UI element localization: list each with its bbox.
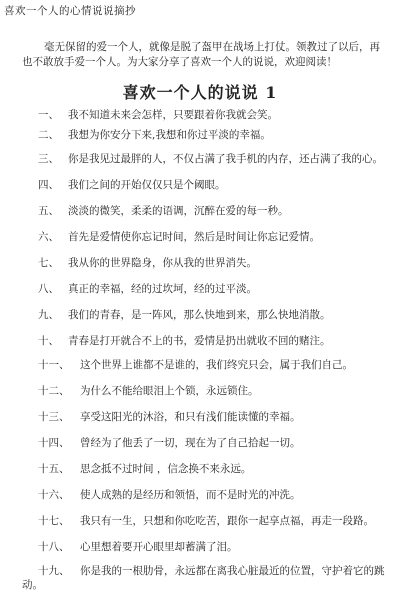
item-number: 十八、 <box>38 541 70 553</box>
item-number: 十三、 <box>38 411 70 423</box>
item-text: 真正的幸福，经的过坎坷，经的过平淡。 <box>68 283 257 295</box>
item-number: 十九、 <box>38 565 70 577</box>
item-number: 五、 <box>38 205 59 217</box>
item-text: 曾经为了他丢了一切，现在为了自己拾起一切。 <box>80 437 301 449</box>
item-text-continuation: 动。 <box>22 579 43 591</box>
item-number: 十五、 <box>38 463 70 475</box>
item-number: 七、 <box>38 257 59 269</box>
item-number: 十、 <box>38 335 59 347</box>
intro-paragraph: 毫无保留的爱一个人，就像是脱了盔甲在战场上打仗。领教过了以后，再也不敢放手爱一个人。为大家分享了喜欢一个人的说说，欢迎阅读！ <box>22 41 380 68</box>
document-title: 喜欢一个人的心情说说摘抄 <box>4 5 136 17</box>
item-text: 你是我的一根肋骨，永远都在离我心脏最近的位置，守护着它的跳 <box>80 565 385 577</box>
item-text: 这个世界上谁都不是谁的，我们终究只会，属于我们自己。 <box>80 359 353 371</box>
item-text: 你是我见过最胖的人，不仅占满了我手机的内存，还占满了我的心。 <box>68 153 383 165</box>
item-number: 八、 <box>38 283 59 295</box>
item-number: 十七、 <box>38 515 70 527</box>
item-text: 为什么不能给眼泪上个锁，永远锁住。 <box>80 385 259 397</box>
item-number: 一、 <box>38 109 59 121</box>
item-number: 二、 <box>38 129 59 141</box>
item-number: 十六、 <box>38 489 70 501</box>
item-text: 我们的青春，是一阵风，那么快地到来，那么快地消散。 <box>68 309 331 321</box>
item-number: 六、 <box>38 231 59 243</box>
item-text: 享受这阳光的沐浴，和只有浅们能读懂的幸福。 <box>80 411 301 423</box>
item-number: 十四、 <box>38 437 70 449</box>
item-number: 九、 <box>38 309 59 321</box>
item-text: 思念抵不过时间 ，信念换不来永远。 <box>80 463 252 475</box>
item-number: 十一、 <box>38 359 70 371</box>
item-text: 使人成熟的是经历和领悟，而不是时光的冲洗。 <box>80 489 301 501</box>
item-text: 我不知道未来会怎样，只要跟着你我就会笑。 <box>68 109 278 121</box>
item-text: 我从你的世界隐身，你从我的世界消失。 <box>68 257 257 269</box>
section-heading: 喜欢一个人的说说 1 <box>122 83 278 102</box>
item-number: 四、 <box>38 179 59 191</box>
item-text: 淡淡的微笑，柔柔的语调，沉醉在爱的每一秒。 <box>68 205 289 217</box>
item-number: 三、 <box>38 153 59 165</box>
item-text: 心里想着要开心眼里却蓄满了泪。 <box>80 541 238 553</box>
item-text: 青春是打开就合不上的书，爱情是扔出就收不回的赌注。 <box>68 335 331 347</box>
list-item <box>0 564 400 594</box>
item-text: 我们之间的开始仅仅只是个阈眼。 <box>68 179 226 191</box>
item-text: 首先是爱情使你忘记时间，然后是时间让你忘记爱情。 <box>68 231 320 243</box>
item-text: 我想为你安分下来,我想和你过平淡的幸福。 <box>68 129 271 141</box>
item-number: 十二、 <box>38 385 70 397</box>
item-text: 我只有一生，只想和你吃吃苦，跟你一起享点福，再走一段路。 <box>80 515 374 527</box>
